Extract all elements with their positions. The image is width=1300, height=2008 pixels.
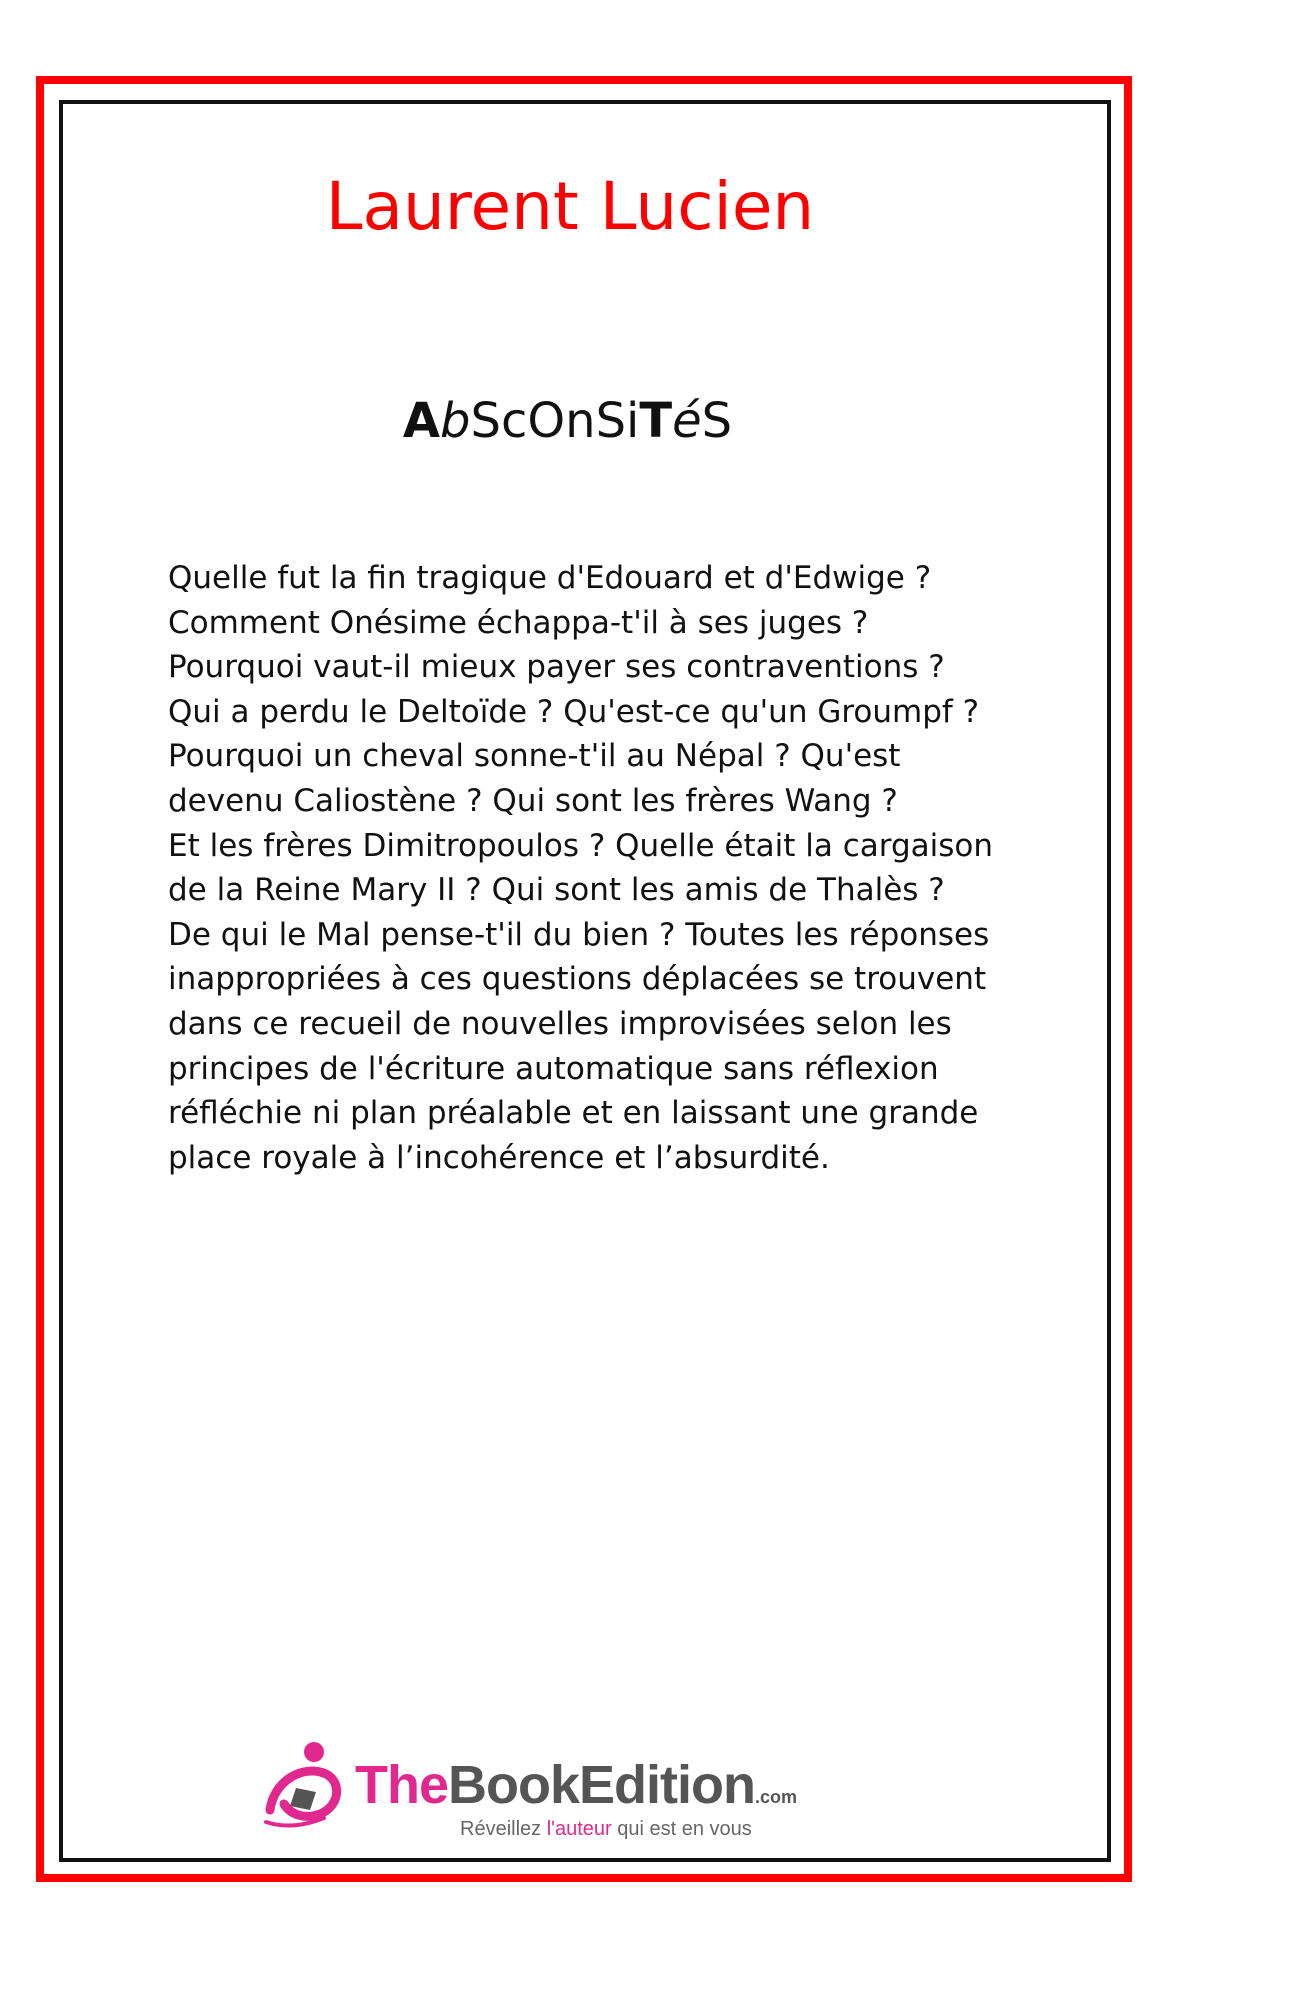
author-name: Laurent Lucien	[325, 168, 815, 245]
blurb-line: De qui le Mal pense-t'il du bien ? Toutes les réponses	[168, 916, 990, 953]
blurb-line: Et les frères Dimitropoulos ? Quelle était la cargaison	[168, 827, 994, 864]
blurb-line: principes de l'écriture automatique sans réflexion	[168, 1050, 939, 1087]
logo-com: .com	[754, 1787, 797, 1807]
title-part: b	[440, 393, 471, 449]
thebookedition-logo-icon	[264, 1740, 344, 1830]
title-part: S	[701, 393, 733, 449]
back-cover-blurb	[168, 556, 1008, 1180]
book-title	[0, 393, 1135, 449]
tagline-highlight: l'auteur	[546, 1818, 612, 1840]
title-part: é	[672, 393, 702, 449]
publisher-logo	[260, 1740, 860, 1850]
logo-bookedition: BookEdition	[448, 1755, 755, 1815]
blurb-line: Pourquoi un cheval sonne-t'il au Népal ? Qu'est	[168, 738, 901, 775]
blurb-line: réfléchie ni plan préalable et en laissant une grande	[168, 1095, 979, 1132]
blurb-line: devenu Caliostène ? Qui sont les frères Wang ?	[168, 782, 898, 819]
blurb-line: Quelle fut la fin tragique d'Edouard et d'Edwige ?	[168, 560, 932, 596]
logo-tagline	[460, 1818, 752, 1841]
blurb-line: de la Reine Mary II ? Qui sont les amis de Thalès ?	[168, 872, 945, 909]
tagline-start: Réveillez	[460, 1818, 547, 1840]
title-part: T	[639, 393, 673, 449]
blurb-line: Qui a perdu le Deltoïde ? Qu'est-ce qu'un Groumpf ?	[168, 693, 980, 730]
tagline-end: qui est en vous	[611, 1818, 752, 1840]
blurb-line: Pourquoi vaut-il mieux payer ses contraventions ?	[168, 649, 945, 686]
blurb-line: place royale à l’incohérence et l’absurdité.	[168, 1139, 830, 1176]
logo-the: The	[355, 1755, 449, 1815]
logo-wordmark	[355, 1754, 797, 1816]
title-part: A	[402, 393, 441, 449]
blurb-line: Comment Onésime échappa-t'il à ses juges ?	[168, 604, 869, 641]
blurb-line: inappropriées à ces questions déplacées se trouvent	[168, 961, 987, 998]
blurb-line: dans ce recueil de nouvelles improvisées selon les	[168, 1005, 952, 1042]
title-part: ScOnSi	[470, 393, 640, 449]
